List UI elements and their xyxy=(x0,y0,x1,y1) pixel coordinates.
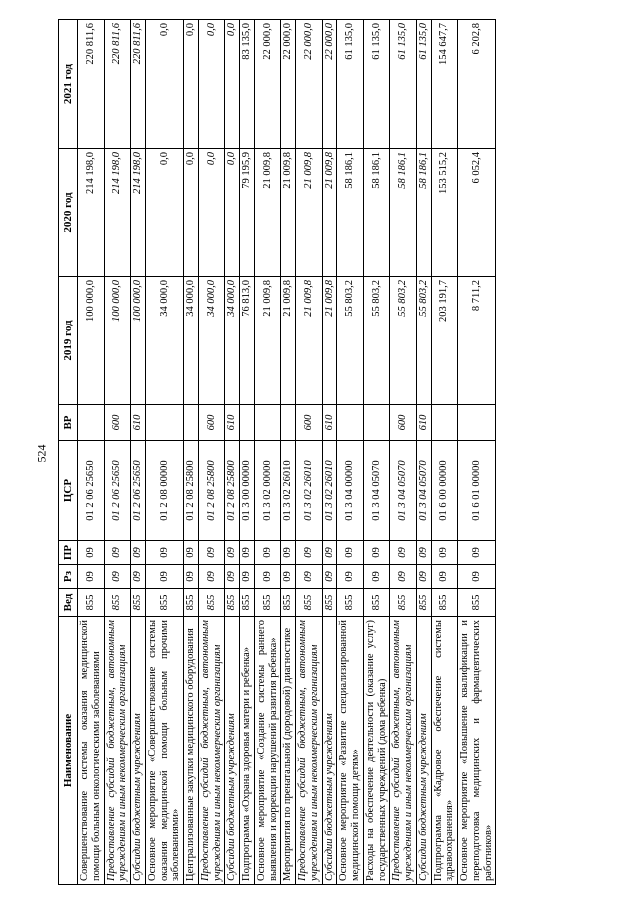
cell-ved: 855 xyxy=(131,589,146,617)
cell-2020: 21 009,8 xyxy=(322,149,337,277)
cell-rz: 09 xyxy=(416,565,431,589)
cell-2020: 58 186,1 xyxy=(416,149,431,277)
cell-2020: 58 186,1 xyxy=(337,149,364,277)
cell-rz: 09 xyxy=(363,565,390,589)
cell-csr: 01 2 06 25650 xyxy=(104,441,131,541)
cell-name: Предоставление субсидий бюджетным, автономным учреждениям и иным некоммерческим организациям xyxy=(198,617,225,885)
cell-2019: 34 000,0 xyxy=(145,277,183,405)
cell-2020: 21 009,8 xyxy=(254,149,281,277)
cell-2021: 61 135,0 xyxy=(390,20,417,149)
cell-2021: 61 135,0 xyxy=(337,20,364,149)
cell-name: Совершенствование системы оказания медицинской помощи больным онкологическими заболеваниями xyxy=(78,617,105,885)
cell-csr: 01 3 04 00000 xyxy=(337,441,364,541)
cell-csr: 01 3 04 05070 xyxy=(390,441,417,541)
table-row xyxy=(198,20,225,885)
cell-name: Основное мероприятие «Повышение квалификации и переподготовка медицинских и фармацевтических работников» xyxy=(458,617,496,885)
cell-rz: 09 xyxy=(225,565,240,589)
cell-rz: 09 xyxy=(240,565,255,589)
cell-name: Основное мероприятие «Создание системы раннего выявления и коррекции нарушений развития ребенка» xyxy=(254,617,281,885)
cell-ved: 855 xyxy=(363,589,390,617)
cell-pr: 09 xyxy=(145,541,183,565)
cell-pr: 09 xyxy=(416,541,431,565)
cell-2020: 6 052,4 xyxy=(458,149,496,277)
cell-csr: 01 6 01 00000 xyxy=(458,441,496,541)
cell-2020: 58 186,1 xyxy=(363,149,390,277)
cell-2021: 22 000,0 xyxy=(254,20,281,149)
cell-ved: 855 xyxy=(390,589,417,617)
cell-pr: 09 xyxy=(431,541,458,565)
cell-pr: 09 xyxy=(184,541,199,565)
cell-ved: 855 xyxy=(337,589,364,617)
header-2021: 2021 год xyxy=(59,20,78,149)
cell-2019: 55 803,2 xyxy=(363,277,390,405)
table-container xyxy=(58,20,563,885)
cell-2021: 22 000,0 xyxy=(322,20,337,149)
cell-vr: 610 xyxy=(131,405,146,441)
header-name: Наименование xyxy=(59,617,78,885)
cell-vr: 600 xyxy=(198,405,225,441)
cell-2021: 0,0 xyxy=(184,20,199,149)
table-body xyxy=(78,20,496,885)
cell-rz: 09 xyxy=(254,565,281,589)
cell-2021: 6 202,8 xyxy=(458,20,496,149)
cell-2020: 214 198,0 xyxy=(131,149,146,277)
table-row xyxy=(458,20,496,885)
cell-2019: 21 009,8 xyxy=(254,277,281,405)
cell-2021: 154 647,7 xyxy=(431,20,458,149)
cell-csr: 01 3 00 00000 xyxy=(240,441,255,541)
cell-2020: 0,0 xyxy=(145,149,183,277)
cell-2020: 0,0 xyxy=(184,149,199,277)
table-row xyxy=(145,20,183,885)
cell-name: Субсидии бюджетным учреждениям xyxy=(225,617,240,885)
cell-2020: 21 009,8 xyxy=(296,149,323,277)
cell-pr: 09 xyxy=(281,541,296,565)
cell-csr: 01 6 00 00000 xyxy=(431,441,458,541)
cell-pr: 09 xyxy=(240,541,255,565)
cell-ved: 855 xyxy=(458,589,496,617)
cell-ved: 855 xyxy=(281,589,296,617)
cell-name: Мероприятия по пренатальной (дородовой) диагностике xyxy=(281,617,296,885)
cell-csr: 01 3 04 05070 xyxy=(416,441,431,541)
cell-ved: 855 xyxy=(296,589,323,617)
cell-2020: 214 198,0 xyxy=(104,149,131,277)
cell-2021: 220 811,6 xyxy=(131,20,146,149)
table-row xyxy=(104,20,131,885)
header-pr: ПР xyxy=(59,541,78,565)
cell-ved: 855 xyxy=(240,589,255,617)
header-csr: ЦСР xyxy=(59,441,78,541)
cell-rz: 09 xyxy=(296,565,323,589)
cell-csr: 01 3 02 00000 xyxy=(254,441,281,541)
cell-pr: 09 xyxy=(78,541,105,565)
table-row xyxy=(416,20,431,885)
cell-2021: 83 135,0 xyxy=(240,20,255,149)
cell-vr xyxy=(184,405,199,441)
cell-vr xyxy=(431,405,458,441)
cell-2019: 203 191,7 xyxy=(431,277,458,405)
cell-name: Основное мероприятие «Совершенствование системы оказания медицинской помощи больным прочими заболеваниями» xyxy=(145,617,183,885)
cell-rz: 09 xyxy=(431,565,458,589)
cell-2021: 61 135,0 xyxy=(363,20,390,149)
cell-name: Предоставление субсидий бюджетным, автономным учреждениям и иным некоммерческим организациям xyxy=(104,617,131,885)
table-row xyxy=(254,20,281,885)
cell-2019: 8 711,2 xyxy=(458,277,496,405)
table-row xyxy=(78,20,105,885)
table-row xyxy=(184,20,199,885)
table-row xyxy=(281,20,296,885)
cell-rz: 09 xyxy=(145,565,183,589)
cell-csr: 01 2 08 25800 xyxy=(198,441,225,541)
cell-2019: 21 009,8 xyxy=(296,277,323,405)
header-vr: ВР xyxy=(59,405,78,441)
cell-csr: 01 3 02 26010 xyxy=(322,441,337,541)
cell-rz: 09 xyxy=(337,565,364,589)
table-header-row xyxy=(59,20,78,885)
cell-pr: 09 xyxy=(337,541,364,565)
cell-vr xyxy=(363,405,390,441)
cell-ved: 855 xyxy=(225,589,240,617)
cell-name: Основное мероприятие «Развитие специализированной медицинской помощи детям» xyxy=(337,617,364,885)
cell-2019: 100 000,0 xyxy=(131,277,146,405)
cell-name: Субсидии бюджетным учреждениям xyxy=(131,617,146,885)
table-row xyxy=(131,20,146,885)
cell-pr: 09 xyxy=(131,541,146,565)
cell-rz: 09 xyxy=(198,565,225,589)
cell-vr xyxy=(281,405,296,441)
cell-2021: 22 000,0 xyxy=(296,20,323,149)
cell-name: Субсидии бюджетным учреждениям xyxy=(322,617,337,885)
cell-name: Подпрограмма «Кадровое обеспечение системы здравоохранения» xyxy=(431,617,458,885)
cell-2021: 220 811,6 xyxy=(104,20,131,149)
cell-pr: 09 xyxy=(458,541,496,565)
cell-name: Предоставление субсидий бюджетным, автономным учреждениям и иным некоммерческим организациям xyxy=(390,617,417,885)
header-2019: 2019 год xyxy=(59,277,78,405)
cell-2020: 0,0 xyxy=(198,149,225,277)
cell-pr: 09 xyxy=(198,541,225,565)
cell-rz: 09 xyxy=(322,565,337,589)
cell-pr: 09 xyxy=(104,541,131,565)
table-row xyxy=(240,20,255,885)
header-2020: 2020 год xyxy=(59,149,78,277)
cell-2020: 21 009,8 xyxy=(281,149,296,277)
cell-rz: 09 xyxy=(104,565,131,589)
cell-vr: 600 xyxy=(296,405,323,441)
cell-ved: 855 xyxy=(254,589,281,617)
cell-2020: 214 198,0 xyxy=(78,149,105,277)
cell-vr: 610 xyxy=(322,405,337,441)
cell-ved: 855 xyxy=(322,589,337,617)
cell-2019: 34 000,0 xyxy=(198,277,225,405)
cell-pr: 09 xyxy=(296,541,323,565)
cell-2019: 100 000,0 xyxy=(78,277,105,405)
cell-pr: 09 xyxy=(225,541,240,565)
cell-csr: 01 2 08 25800 xyxy=(225,441,240,541)
cell-2019: 55 803,2 xyxy=(416,277,431,405)
cell-2019: 21 009,8 xyxy=(322,277,337,405)
table-row xyxy=(390,20,417,885)
cell-csr: 01 3 02 26010 xyxy=(296,441,323,541)
cell-csr: 01 2 06 25650 xyxy=(131,441,146,541)
cell-name: Централизованные закупки медицинского оборудования xyxy=(184,617,199,885)
table-row xyxy=(363,20,390,885)
cell-csr: 01 2 08 25800 xyxy=(184,441,199,541)
cell-ved: 855 xyxy=(184,589,199,617)
cell-name: Предоставление субсидий бюджетным, автономным учреждениям и иным некоммерческим организациям xyxy=(296,617,323,885)
cell-name: Расходы на обеспечение деятельности (оказание услуг) государственных учреждений (дома ребенка) xyxy=(363,617,390,885)
cell-2019: 34 000,0 xyxy=(225,277,240,405)
cell-vr xyxy=(240,405,255,441)
cell-pr: 09 xyxy=(322,541,337,565)
cell-ved: 855 xyxy=(145,589,183,617)
cell-vr: 610 xyxy=(416,405,431,441)
cell-rz: 09 xyxy=(131,565,146,589)
table-row xyxy=(225,20,240,885)
cell-2021: 61 135,0 xyxy=(416,20,431,149)
cell-2019: 34 000,0 xyxy=(184,277,199,405)
cell-2019: 55 803,2 xyxy=(337,277,364,405)
table-row xyxy=(337,20,364,885)
cell-2019: 55 803,2 xyxy=(390,277,417,405)
cell-2019: 21 009,8 xyxy=(281,277,296,405)
cell-vr xyxy=(78,405,105,441)
cell-vr: 600 xyxy=(104,405,131,441)
cell-vr xyxy=(337,405,364,441)
cell-rz: 09 xyxy=(281,565,296,589)
header-ved: Вед xyxy=(59,589,78,617)
page-number: 524 xyxy=(34,444,49,463)
cell-vr xyxy=(254,405,281,441)
header-rz: Рз xyxy=(59,565,78,589)
cell-2021: 0,0 xyxy=(198,20,225,149)
cell-2021: 220 811,6 xyxy=(78,20,105,149)
cell-vr xyxy=(458,405,496,441)
cell-rz: 09 xyxy=(184,565,199,589)
cell-csr: 01 3 04 05070 xyxy=(363,441,390,541)
cell-2019: 100 000,0 xyxy=(104,277,131,405)
rotated-page-area xyxy=(58,20,563,885)
cell-ved: 855 xyxy=(431,589,458,617)
cell-rz: 09 xyxy=(458,565,496,589)
cell-vr: 610 xyxy=(225,405,240,441)
cell-vr: 600 xyxy=(390,405,417,441)
cell-pr: 09 xyxy=(390,541,417,565)
cell-2021: 0,0 xyxy=(145,20,183,149)
cell-2019: 76 813,0 xyxy=(240,277,255,405)
cell-ved: 855 xyxy=(416,589,431,617)
cell-ved: 855 xyxy=(104,589,131,617)
cell-pr: 09 xyxy=(254,541,281,565)
cell-rz: 09 xyxy=(390,565,417,589)
cell-name: Субсидии бюджетным учреждениям xyxy=(416,617,431,885)
cell-ved: 855 xyxy=(198,589,225,617)
cell-2021: 22 000,0 xyxy=(281,20,296,149)
cell-csr: 01 2 08 00000 xyxy=(145,441,183,541)
table-row xyxy=(431,20,458,885)
budget-table xyxy=(58,19,496,885)
table-row xyxy=(322,20,337,885)
cell-2020: 58 186,1 xyxy=(390,149,417,277)
cell-2020: 153 515,2 xyxy=(431,149,458,277)
cell-pr: 09 xyxy=(363,541,390,565)
cell-vr xyxy=(145,405,183,441)
cell-rz: 09 xyxy=(78,565,105,589)
cell-csr: 01 3 02 26010 xyxy=(281,441,296,541)
table-row xyxy=(296,20,323,885)
cell-name: Подпрограмма «Охрана здоровья матери и ребенка» xyxy=(240,617,255,885)
cell-2020: 0,0 xyxy=(225,149,240,277)
cell-ved: 855 xyxy=(78,589,105,617)
cell-2021: 0,0 xyxy=(225,20,240,149)
cell-csr: 01 2 06 25650 xyxy=(78,441,105,541)
cell-2020: 79 195,9 xyxy=(240,149,255,277)
